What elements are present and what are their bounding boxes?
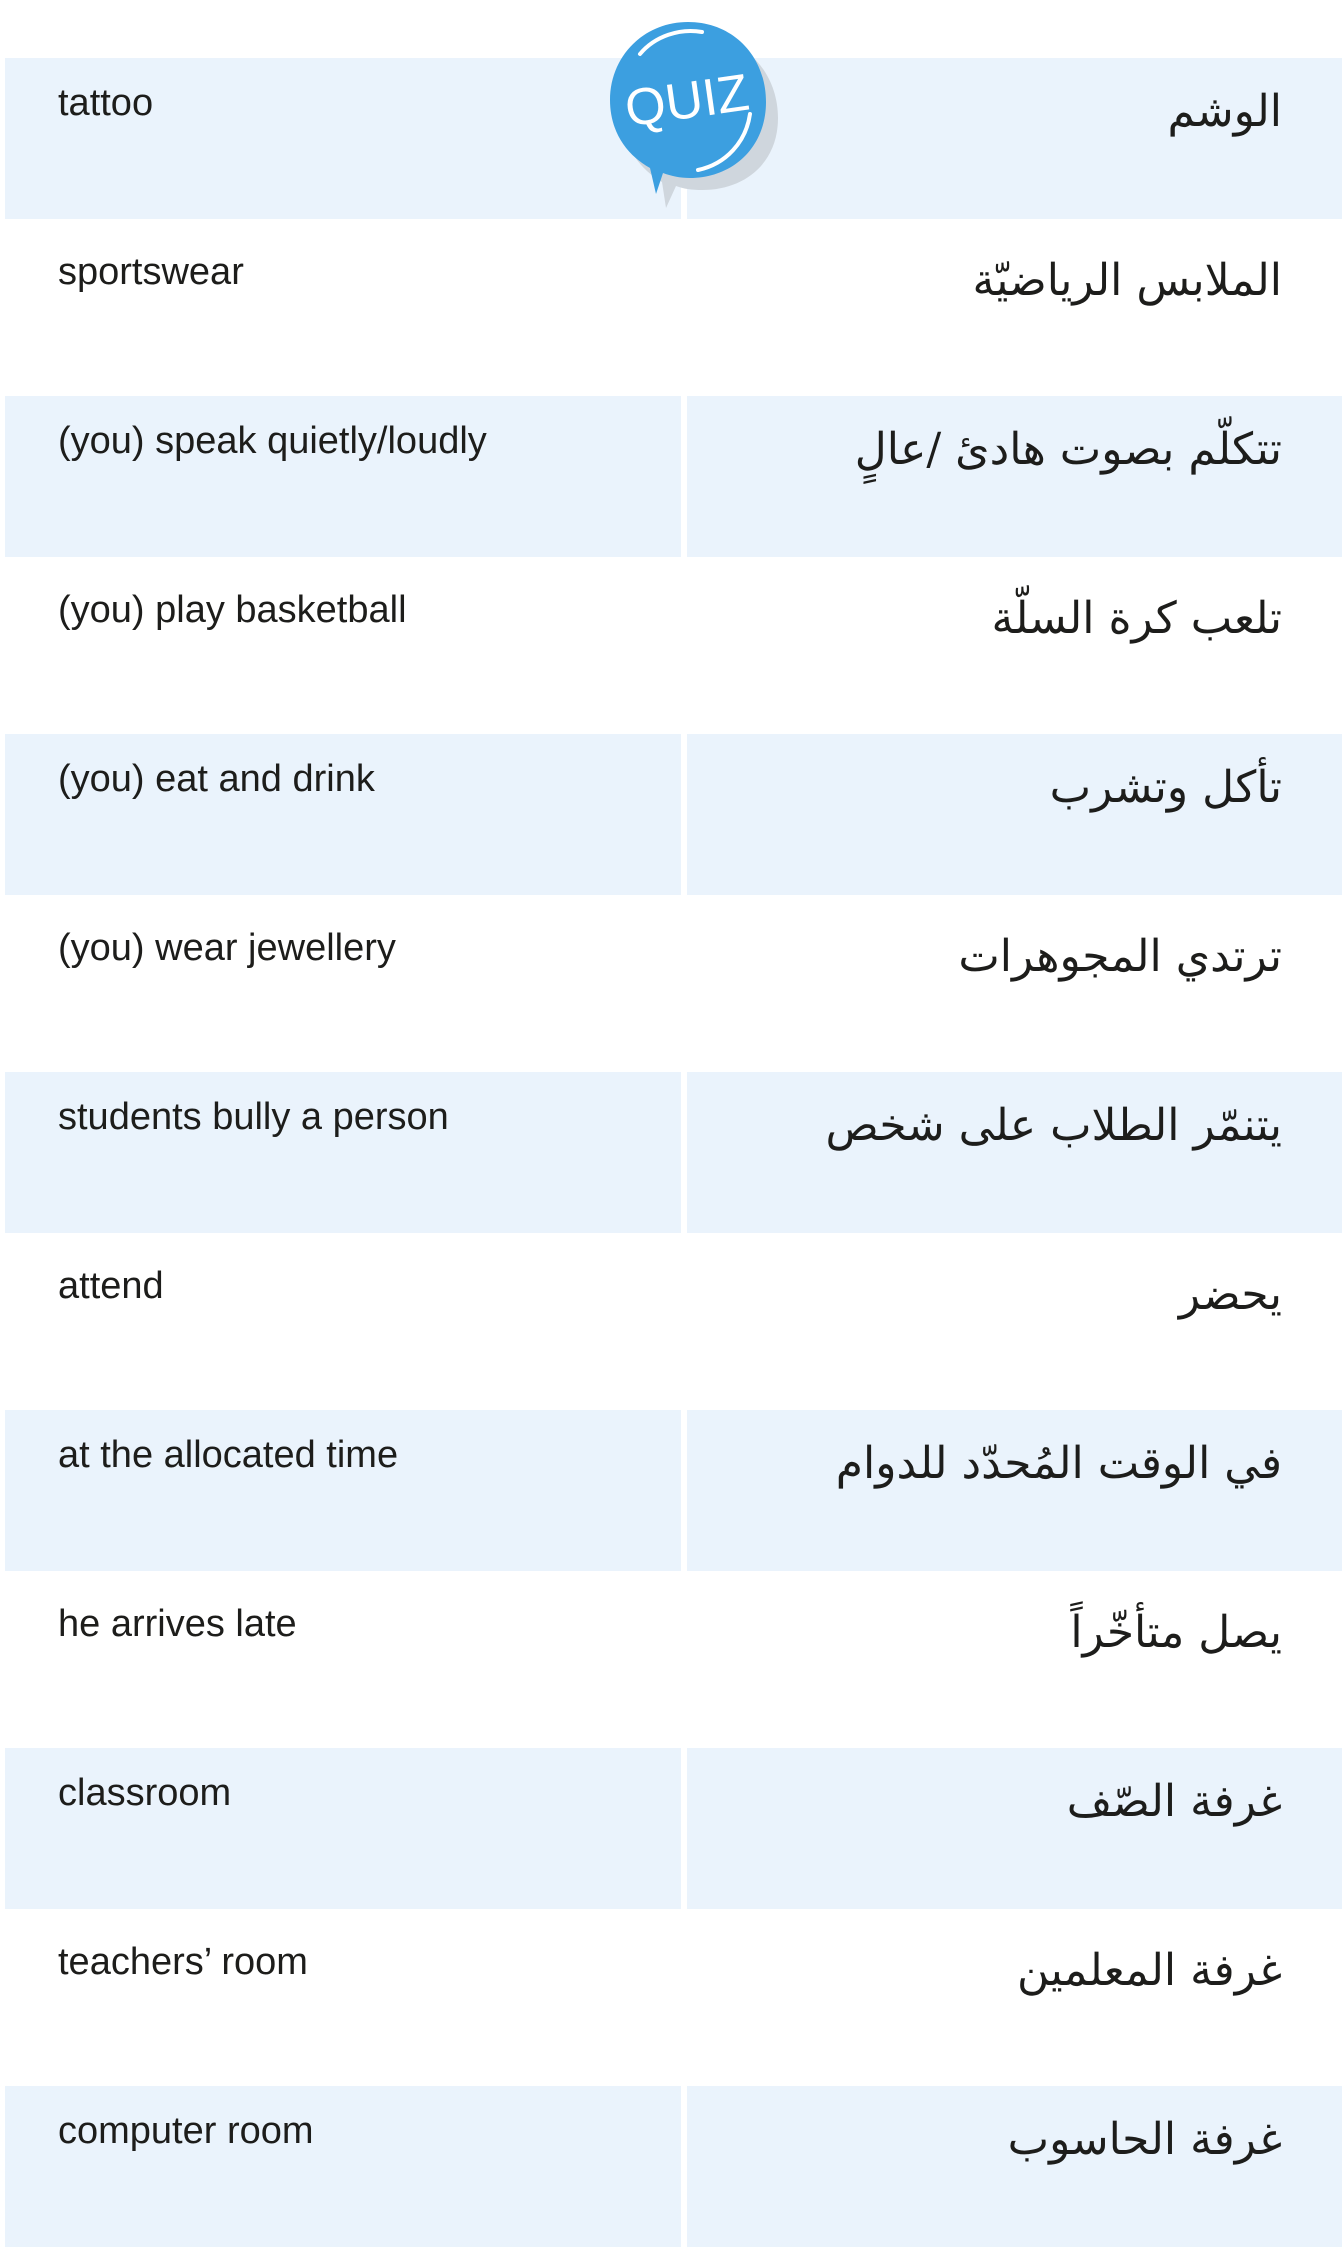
english-term: attend [5,1241,681,1402]
arabic-term: يحضر [687,1241,1342,1402]
arabic-term: في الوقت المُحدّد للدوام [687,1410,1342,1571]
arabic-term: تأكل وتشرب [687,734,1342,895]
vocab-row [0,396,1342,557]
vocab-row [0,1241,1342,1402]
vocab-row [0,565,1342,726]
english-term: at the allocated time [5,1410,681,1571]
vocab-row [0,1748,1342,1909]
arabic-term: يصل متأخّراً [687,1579,1342,1740]
arabic-term: الملابس الرياضيّة [687,227,1342,388]
vocab-row [0,1072,1342,1233]
english-term: (you) play basketball [5,565,681,726]
arabic-term: غرفة الحاسوب [687,2086,1342,2247]
english-term: he arrives late [5,1579,681,1740]
vocab-row [0,1917,1342,2078]
english-term: tattoo [5,58,681,219]
english-term: computer room [5,2086,681,2247]
arabic-term: غرفة الصّف [687,1748,1342,1909]
vocabulary-table [0,58,1342,2255]
english-term: classroom [5,1748,681,1909]
arabic-term: تتكلّم بصوت هادئ /عالٍ [687,396,1342,557]
quiz-badge [600,18,780,208]
quiz-label: QUIZ [621,63,753,139]
speech-bubble-icon [600,18,780,208]
english-term: (you) eat and drink [5,734,681,895]
arabic-term: تلعب كرة السلّة [687,565,1342,726]
english-term: students bully a person [5,1072,681,1233]
english-term: (you) wear jewellery [5,903,681,1064]
vocab-row [0,734,1342,895]
arabic-term: يتنمّر الطلاب على شخص [687,1072,1342,1233]
vocab-row [0,227,1342,388]
english-term: (you) speak quietly/loudly [5,396,681,557]
arabic-term: غرفة المعلمين [687,1917,1342,2078]
vocab-row [0,903,1342,1064]
arabic-term: الوشم [687,58,1342,219]
vocab-row [0,2086,1342,2247]
vocab-row [0,1410,1342,1571]
arabic-term: ترتدي المجوهرات [687,903,1342,1064]
vocab-row [0,1579,1342,1740]
english-term: teachers’ room [5,1917,681,2078]
english-term: sportswear [5,227,681,388]
